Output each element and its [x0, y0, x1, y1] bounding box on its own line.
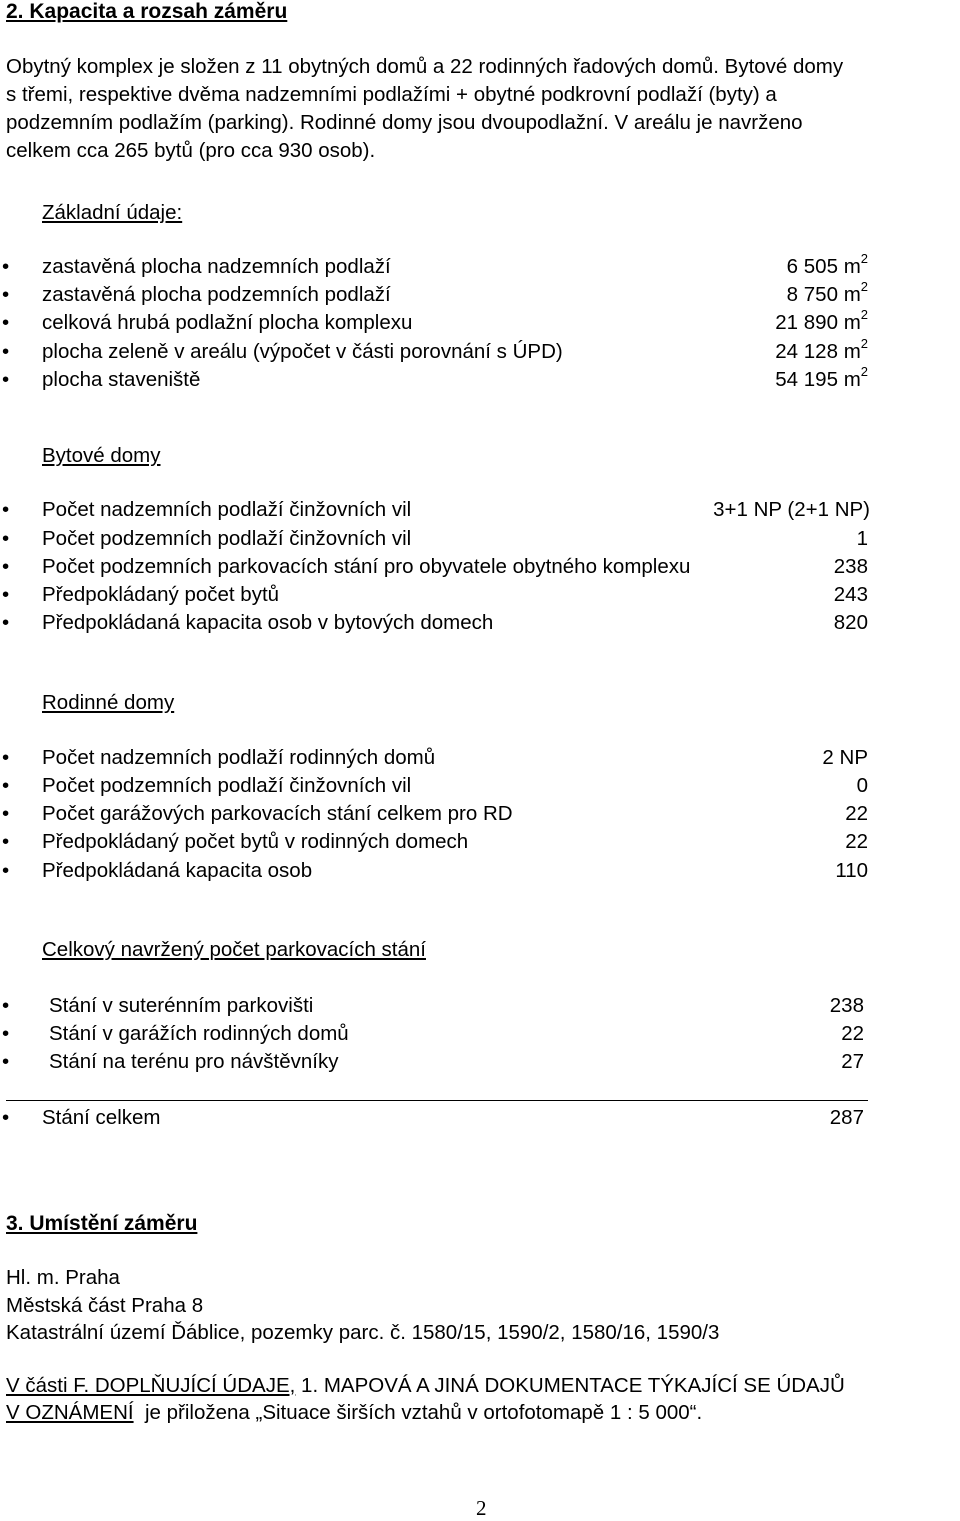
item-label: zastavěná plocha podzemních podlaží [42, 283, 391, 306]
list-item [0, 859, 960, 887]
bullet-icon: • [2, 255, 10, 278]
basic-data-title: Základní údaje: [42, 201, 183, 224]
item-value: 54 195 $m^2$ [775, 364, 868, 391]
item-value: 238 [833, 555, 868, 578]
item-value: 2 NP [822, 746, 868, 769]
bullet-icon: • [2, 859, 10, 882]
item-value: 3+1 NP (2+1 NP) [713, 498, 870, 521]
intro-line: podzemním podlažím (parking). Rodinné domy jsou dvoupodlažní. V areálu je navrženo [6, 111, 803, 134]
list-item [0, 746, 960, 774]
bullet-icon: • [2, 498, 10, 521]
item-value: 110 [835, 859, 868, 882]
item-label: Předpokládaný počet bytů v rodinných domech [42, 830, 469, 853]
reference-part: je přiložena „Situace širších vztahů v ortofotomapě 1 : 5 000“. [133, 1401, 703, 1424]
item-label: Počet podzemních parkovacích stání pro obyvatele obytného komplexu [42, 555, 691, 578]
list-item [0, 251, 960, 283]
bullet-icon: • [2, 746, 10, 769]
item-value: 22 [845, 830, 868, 853]
apartments-title: Bytové domy [42, 444, 161, 467]
bullet-icon: • [2, 283, 10, 306]
bullet-icon: • [2, 611, 10, 634]
item-value: 22 [841, 1022, 864, 1045]
bullet-icon: • [2, 830, 10, 853]
page-number: 2 [476, 1496, 487, 1520]
item-value: 6 505 $m^2$ [786, 251, 868, 278]
item-label: plocha staveniště [42, 368, 201, 391]
total-value: 287 [829, 1106, 864, 1129]
bullet-icon: • [2, 774, 10, 797]
item-label: plocha zeleně v areálu (výpočet v části porovnání s ÚPD) [42, 340, 563, 363]
location-line: Katastrální území Ďáblice, pozemky parc. č. 1580/15, 1590/2, 1580/16, 1590/3 [6, 1321, 720, 1344]
bullet-icon: • [2, 527, 10, 550]
bullet-icon: • [2, 340, 10, 363]
item-label: zastavěná plocha nadzemních podlaží [42, 255, 391, 278]
item-label: celková hrubá podlažní plocha komplexu [42, 311, 413, 334]
item-value: 22 [845, 802, 868, 825]
bullet-icon: • [2, 583, 10, 606]
intro-line: celkem cca 265 bytů (pro cca 930 osob). [6, 139, 376, 162]
total-divider [6, 1100, 868, 1101]
bullet-icon: • [2, 1022, 10, 1045]
item-value: 1 [856, 527, 868, 550]
bullet-icon: • [2, 994, 10, 1017]
location-line: Hl. m. Praha [6, 1266, 120, 1289]
list-item [0, 279, 960, 311]
list-item [0, 555, 960, 583]
item-label: Počet nadzemních podlaží rodinných domů [42, 746, 436, 769]
parking-title: Celkový navržený počet parkovacích stání [42, 938, 426, 961]
item-value: 820 [833, 611, 868, 634]
list-item [0, 527, 960, 555]
reference-part: 1. MAPOVÁ A JINÁ DOKUMENTACE TÝKAJÍCÍ SE ÚDAJŮ [295, 1374, 845, 1397]
total-row [0, 1106, 960, 1134]
item-label: Stání v garážích rodinných domů [49, 1022, 349, 1045]
item-label: Předpokládaný počet bytů [42, 583, 280, 606]
item-label: Počet podzemních podlaží činžovních vil [42, 527, 412, 550]
list-item [0, 583, 960, 611]
list-item [0, 830, 960, 858]
bullet-icon: • [2, 1106, 10, 1129]
item-label: Počet nadzemních podlaží činžovních vil [42, 498, 412, 521]
family-houses-title: Rodinné domy [42, 691, 175, 714]
bullet-icon: • [2, 311, 10, 334]
reference-line-1 [6, 1374, 845, 1398]
item-label: Stání v suterénním parkovišti [49, 994, 314, 1017]
list-item [0, 307, 960, 339]
list-item [0, 774, 960, 802]
item-value: 238 [829, 994, 864, 1017]
reference-line-2 [6, 1401, 702, 1425]
item-value: 24 128 $m^2$ [775, 336, 868, 363]
item-label: Počet garážových parkovacích stání celkem pro RD [42, 802, 513, 825]
reference-part: V části F. DOPLŇUJÍCÍ ÚDAJE, [6, 1374, 296, 1397]
list-item [0, 802, 960, 830]
list-item [0, 1050, 960, 1078]
intro-line: Obytný komplex je složen z 11 obytných domů a 22 rodinných řadových domů. Bytové domy [6, 55, 844, 78]
item-value: 8 750 $m^2$ [786, 279, 868, 306]
item-label: Předpokládaná kapacita osob v bytových domech [42, 611, 494, 634]
item-value: 27 [841, 1050, 864, 1073]
item-value: 243 [833, 583, 868, 606]
reference-part: V OZNÁMENÍ [6, 1401, 134, 1424]
list-item [0, 336, 960, 368]
list-item [0, 1022, 960, 1050]
bullet-icon: • [2, 555, 10, 578]
bullet-icon: • [2, 1050, 10, 1073]
intro-line: s třemi, respektive dvěma nadzemními podlažími + obytné podkrovní podlaží (byty) a [6, 83, 777, 106]
section-3-heading: 3. Umístění záměru [6, 1212, 198, 1235]
location-line: Městská část Praha 8 [6, 1294, 204, 1317]
list-item [0, 498, 960, 526]
section-2-heading: 2. Kapacita a rozsah záměru [6, 0, 288, 23]
bullet-icon: • [2, 368, 10, 391]
list-item [0, 994, 960, 1022]
item-label: Počet podzemních podlaží činžovních vil [42, 774, 412, 797]
list-item [0, 611, 960, 639]
bullet-icon: • [2, 802, 10, 825]
item-label: Stání na terénu pro návštěvníky [49, 1050, 339, 1073]
item-value: 21 890 $m^2$ [775, 307, 868, 334]
item-label: Předpokládaná kapacita osob [42, 859, 313, 882]
total-label: Stání celkem [42, 1106, 161, 1129]
item-value: 0 [856, 774, 868, 797]
list-item [0, 364, 960, 396]
intro-paragraph [6, 53, 956, 165]
